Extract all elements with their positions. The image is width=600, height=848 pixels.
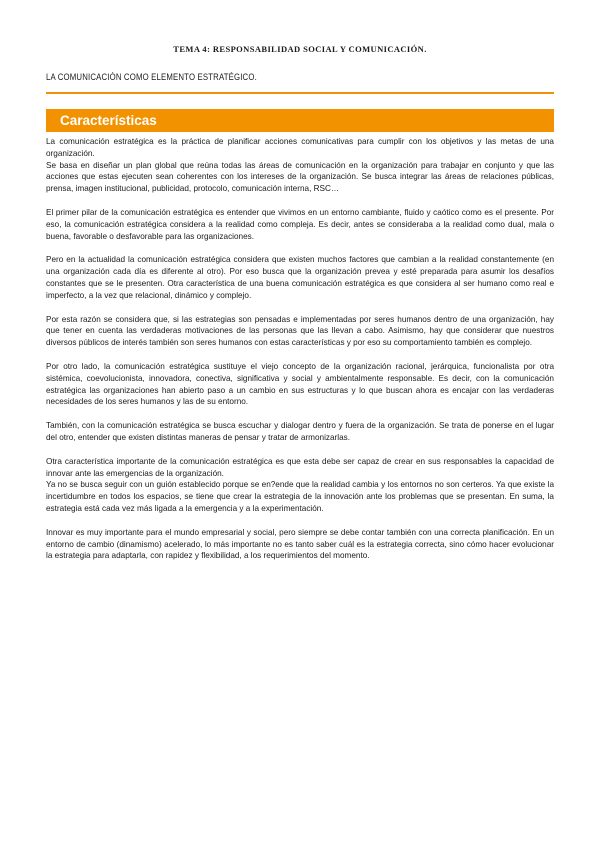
characteristics-banner (46, 109, 554, 132)
paragraph: El primer pilar de la comunicación estratégica es entender que vivimos en un entorno cambiante, fluido y caótico como es el presente. Por eso, la comunicación estratégica considera a la realidad como compleja. Es decir, antes se consideraba a la realidad como dual, mala o buena, favorable o desfavorable para las organizaciones. (46, 207, 554, 241)
paragraph: Otra característica importante de la comunicación estratégica es que esta debe ser capaz de crear en sus responsables la capacidad de innovar ante las emergencias de la organización. (46, 456, 554, 478)
paragraph: La comunicación estratégica es la práctica de planificar acciones comunicativas para cumplir con los objetivos y las metas de una organización. (46, 137, 554, 158)
document-header-title: TEMA 4: RESPONSABILIDAD SOCIAL Y COMUNICACIÓN. (173, 44, 427, 54)
section-title: LA COMUNICACIÓN COMO ELEMENTO ESTRATÉGICO. (46, 72, 257, 83)
paragraph: Ya no se busca seguir con un guión establecido porque se en?ende que la realidad cambia y los entornos no son certeros. Ya que existe la incertidumbre en todos los espacios, se tiene que crear la estrategia de la innovación ante los problemas que se presentan. En suma, la estrategia está cada vez más ligada a la emergencia y a la experimentación. (46, 480, 554, 513)
body-text (46, 136, 554, 562)
banner-title: Características (60, 113, 157, 128)
paragraph: Pero en la actualidad la comunicación estratégica considera que existen muchos factores que cambian a la realidad constantemente (en una organización cada día es diferente al otro). Por eso busca que la organización prevea y esté preparada para asumir los desafíos constantes que se le presenten. Otra característica de una buena comunicación estratégica es que considera al ser humano como real e imperfecto, a la vez que relacional, dinámico y complejo. (46, 255, 554, 300)
paragraph: También, con la comunicación estratégica se busca escuchar y dialogar dentro y fuera de la organización. Se trata de ponerse en el lugar del otro, entender que existen distintas maneras de pensar y tratar de armonizarlas. (46, 421, 554, 442)
paragraph: Innovar es muy importante para el mundo empresarial y social, pero siempre se debe contar también con una correcta planificación. En un entorno de cambio (dinamismo) acelerado, lo más importante no es tanto saber cuál es la estrategia correcta, sino cómo hacer evolucionar la estrategia para adaptarla, con rapidez y flexibilidad, a los requerimientos del momento. (46, 527, 554, 561)
paragraph: Por otro lado, la comunicación estratégica sustituye el viejo concepto de la organización racional, jerárquica, funcionalista por otra sistémica, coevolucionista, innovadora, conectiva, significativa y social y ambientalmente responsable. Es decir, con la comunicación estratégica las organizaciones han abierto paso a un cambio en sus estructuras y lo que buscan ahora es encajar con las verdaderas necesidades de los seres humanos y las de su entorno. (46, 361, 554, 407)
section-divider (46, 92, 554, 94)
paragraph: Por esta razón se considera que, si las estrategias son pensadas e implementadas por seres humanos dentro de una organización, hay que tener en cuenta las verdaderas motivaciones de las personas que las llevan a cabo. Asimismo, hay que considerar que nuestros diversos públicos de interés también son seres humanos con estas características y por eso su comportamiento también es complejo. (46, 314, 554, 348)
paragraph: Se basa en diseñar un plan global que reúna todas las áreas de comunicación en la organización para trabajar en conjunto y que las acciones que estas ejecuten sean coherentes con los intereses de la organización. Se busca integrar las áreas de relaciones públicas, prensa, imagen institucional, publicidad, protocolo, comunicación interna, RSC… (46, 160, 554, 194)
